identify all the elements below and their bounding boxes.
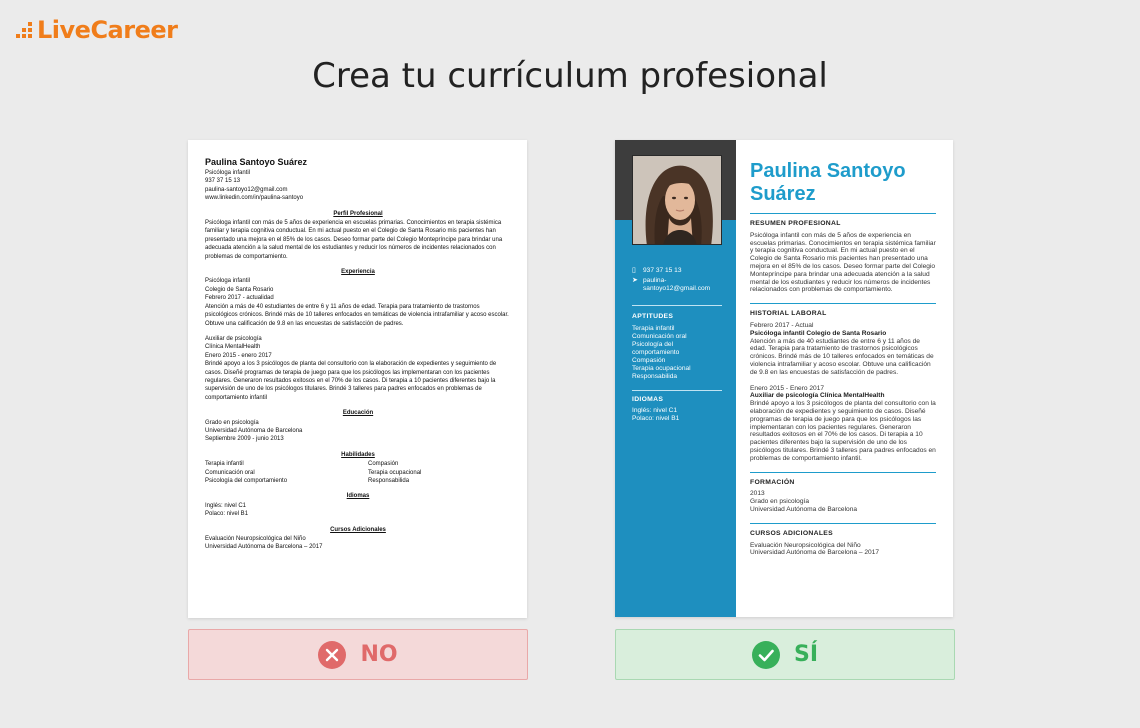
sidebar-divider xyxy=(632,305,722,306)
job-company: Colegio de Santa Rosario xyxy=(205,286,274,293)
logo-text: LiveCareer xyxy=(37,16,178,44)
resume-sidebar xyxy=(615,140,736,617)
course-item: Universidad Autónoma de Barcelona – 2017 xyxy=(750,549,880,557)
course-item: Evaluación Neuropsicológica del Niño xyxy=(205,536,306,543)
contact-block xyxy=(632,267,732,295)
no-button[interactable] xyxy=(188,629,528,680)
sidebar-languages-list xyxy=(632,407,727,423)
skill-item: Comunicación oral xyxy=(632,333,687,340)
sidebar-divider xyxy=(632,390,722,391)
contact-email-part: paulina- xyxy=(643,277,667,284)
phone-icon: ▯ xyxy=(632,267,636,274)
send-icon: ➤ xyxy=(632,277,638,284)
section-heading-experience: Experiencia xyxy=(341,269,375,276)
section-heading-profile: Perfil Profesional xyxy=(333,210,383,217)
summary-text: Psicóloga infantil con más de 5 años de experiencia en escuelas primarias. Conocimientos en terapia sistémica familiar y terapia cognitiva conductual. En mi actual puesto en el Colegio de Santa Rosario mis pacientes han presentado una mejora en el 85% de los casos. Deseo formar parte del Colegio Montepríncipe para brindar una adecuada atención a la salud mental de los estudiantes y reducir los números de incidentes relacionados con problemas de comportamiento. xyxy=(750,231,936,294)
logo-mark-icon xyxy=(16,22,32,38)
education-line: 2013 xyxy=(750,490,765,498)
job-dates: Enero 2015 - Enero 2017 xyxy=(750,384,825,392)
skill-item: Terapia ocupacional xyxy=(632,365,691,372)
section-heading-languages: Idiomas xyxy=(346,493,370,500)
skill-item: Comunicación oral xyxy=(205,469,255,476)
section-heading-summary: RESUMEN PROFESIONAL xyxy=(750,220,841,227)
section-divider xyxy=(750,523,936,524)
job-description: Brindé apoyo a los 3 psicólogos de planta del consultorio con la elaboración de expedientes y seguimiento de casos. Diseñé programas de terapia de juego para que los psicólogos las implementaran con los pacientes regulares. Generaron resultados exitosos en el 70% de los casos. Di terapia a 10 pacientes diferentes bajo la supervisión de uno de los psicólogos titulares. Brindé 3 talleres para padres enfocados en problemas de comportamiento infantil xyxy=(205,361,497,401)
section-divider xyxy=(750,213,936,214)
language-item: Inglés: nivel C1 xyxy=(205,502,247,509)
job-company: Clínica MentalHealth xyxy=(205,344,261,351)
section-heading-education: FORMACIÓN xyxy=(750,478,795,486)
resume-linkedin: www.linkedin.com/in/paulina-santoyo xyxy=(205,195,304,202)
contact-phone: 937 37 15 13 xyxy=(643,267,682,274)
language-item: Polaco: nivel B1 xyxy=(632,415,680,422)
section-heading-education: Educación xyxy=(342,410,374,417)
job-role: Psicóloga infantil xyxy=(205,278,251,285)
education-line: Universidad Autónoma de Barcelona xyxy=(750,505,858,513)
yes-label: SÍ xyxy=(793,642,819,667)
profile-text: Psicóloga infantil con más de 5 años de experiencia en escuelas primarias. Conocimientos en terapia sistémica familiar y terapia cognitiva conductual. En mi actual puesto en el Colegio de Santa Rosario mis pacientes han presentado una mejora en el 85% de los casos. Deseo formar parte del Colegio Montepríncipe para brindar una adecuada atención a la salud mental de los estudiantes y reducir los números de incidentes relacionados con problemas de comportamiento. xyxy=(205,220,503,260)
skill-item: Terapia ocupacional xyxy=(368,469,422,476)
section-divider xyxy=(750,472,936,473)
language-item: Inglés: nivel C1 xyxy=(632,407,678,414)
check-circle-icon xyxy=(752,641,780,669)
job-role: Auxiliar de psicología xyxy=(205,335,262,342)
no-label: NO xyxy=(360,642,398,667)
profile-photo xyxy=(632,155,722,245)
job-title: Psicóloga infantil Colegio de Santa Rosario xyxy=(750,329,887,337)
x-circle-icon xyxy=(318,641,346,669)
skill-item: comportamiento xyxy=(632,349,680,356)
resume-phone: 937 37 15 13 xyxy=(205,178,241,185)
skill-item: Psicología del comportamiento xyxy=(205,478,288,484)
course-item: Universidad Autónoma de Barcelona – 2017 xyxy=(205,544,323,551)
job-description: Atención a más de 40 estudiantes de entre 6 y 11 años de edad. Terapia para tratamiento de trastornos psicológicos crónicos. Brindé más de 10 talleres enfocados en temáticas de violencia intrafamiliar y acoso escolar. Obtuve una calificación de 9.8 en las encuestas de satisfacción de padres. xyxy=(750,337,934,376)
skill-item: Responsabilida xyxy=(632,373,678,380)
page-headline: Crea tu currículum profesional xyxy=(312,56,828,96)
job-dates: Febrero 2017 - actualidad xyxy=(205,295,274,302)
resume-name: Paulina Santoyo Suárez xyxy=(205,157,308,167)
section-heading-work: HISTORIAL LABORAL xyxy=(750,310,827,318)
education-line: Grado en psicología xyxy=(205,419,259,426)
education-line: Universidad Autónoma de Barcelona xyxy=(205,427,303,434)
resume-title: Psicóloga infantil xyxy=(205,170,251,176)
contact-email-part: santoyo12@gmail.com xyxy=(643,285,711,292)
sidebar-skills-list xyxy=(632,325,727,381)
resume-name-line: Paulina Santoyo xyxy=(750,160,906,182)
skill-item: Responsabilida xyxy=(368,478,410,484)
education-line: Grado en psicología xyxy=(750,498,810,506)
plain-resume-example xyxy=(188,140,527,618)
skill-item: Terapia infantil xyxy=(205,461,244,468)
resume-main-column xyxy=(736,140,953,617)
job-dates: Febrero 2017 - Actual xyxy=(750,321,814,329)
education-line: Septiembre 2009 - junio 2013 xyxy=(205,436,284,443)
sidebar-heading-languages: IDIOMAS xyxy=(632,396,664,403)
resume-name xyxy=(750,160,936,206)
course-item: Evaluación Neuropsicológica del Niño xyxy=(750,541,861,549)
yes-button[interactable] xyxy=(615,629,955,680)
section-heading-skills: Habilidades xyxy=(341,451,375,458)
job-description: Atención a más de 40 estudiantes de entre 6 y 11 años de edad. Terapia para tratamiento de trastornos psicológicos crónicos. Brindé más de 10 talleres enfocados en temáticas de violencia intrafamiliar y acoso escolar. Obtuve una calificación de 9.8 en las encuestas de satisfacción de padres. xyxy=(205,303,509,327)
resume-email: paulina-santoyo12@gmail.com xyxy=(205,186,288,193)
skill-item: Psicología del xyxy=(632,341,674,348)
skill-item: Compasión xyxy=(368,461,399,468)
sidebar-heading-skills: APTITUDES xyxy=(632,313,674,320)
section-heading-courses: Cursos Adicionales xyxy=(330,526,386,533)
job-dates: Enero 2015 - enero 2017 xyxy=(205,352,272,359)
skills-columns xyxy=(205,460,511,485)
job-description: Brindé apoyo a los 3 psicólogos de planta del consultorio con la elaboración de expedientes y seguimiento de casos. Diseñé programas de terapia de juego para que los psicólogos las implementaran con los pacientes regulares. Generaron resultados exitosos en el 70% de los casos. Di terapia a 10 pacientes diferentes bajo la supervisión de uno de los psicólogos titulares. Brindé 3 talleres para padres enfocados en problemas de comportamiento infantil. xyxy=(750,400,936,462)
designed-resume-example xyxy=(615,140,953,617)
skill-item: Terapia infantil xyxy=(632,325,675,332)
skill-item: Compasión xyxy=(632,357,666,364)
section-divider xyxy=(750,303,936,304)
livecareer-logo[interactable] xyxy=(16,16,177,44)
resume-name-line: Suárez xyxy=(750,183,816,205)
section-heading-courses: CURSOS ADICIONALES xyxy=(750,529,833,537)
language-item: Polaco: nivel B1 xyxy=(205,511,249,518)
job-title: Auxiliar de psicología Clínica MentalHealth xyxy=(750,392,885,400)
